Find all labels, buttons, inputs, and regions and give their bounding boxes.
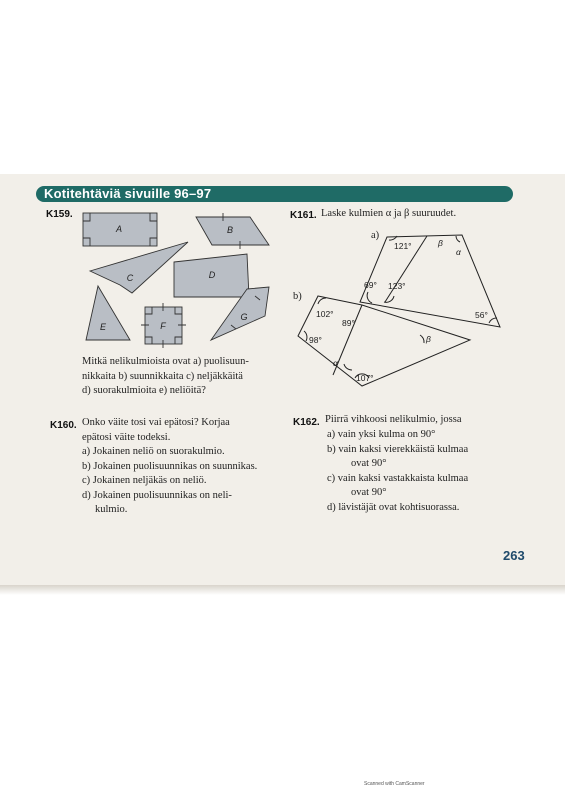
k160-item: d) Jokainen puolisuunnikas on neli- <box>82 489 232 501</box>
k161-a-angle-label: 56° <box>475 310 488 320</box>
k161-b-angle-label: α <box>333 358 338 368</box>
k161-a-angle-arc <box>367 292 372 303</box>
k161-b-angle-arc <box>420 335 424 343</box>
k161-a-angle-label: β <box>438 238 443 248</box>
scanner-watermark: Scanned with CamScanner <box>364 781 425 787</box>
k159-question-line: d) suorakulmioita e) neliöitä? <box>82 385 206 396</box>
k162-label: K162. <box>293 417 320 428</box>
k162-item: a) vain yksi kulma on 90° <box>327 429 436 440</box>
k162-item: c) vain kaksi vastakkaista kulmaa <box>327 472 469 484</box>
k162-intro: Piirrä vihkoosi nelikulmio, jossa <box>325 414 462 425</box>
shape-label-e: E <box>99 322 107 332</box>
k161-a-angle-arc <box>489 318 497 323</box>
k161-part-b-label: b) <box>293 291 302 302</box>
k161-b-angle-label: 98° <box>309 335 322 345</box>
k160-item: a) Jokainen neliö on suorakulmio. <box>82 446 225 457</box>
k161-b-angle-label: 89° <box>342 318 355 328</box>
k161-b-angle-label: β <box>426 334 431 344</box>
shape-label-g: G <box>240 312 248 322</box>
shape-label-a: A <box>115 224 123 234</box>
k160-item: c) Jokainen neljäkäs on neliö. <box>82 475 207 486</box>
section-banner-title: Kotitehtäviä sivuille 96–97 <box>44 186 212 201</box>
k161-b-angle-label: 102° <box>316 309 334 319</box>
k161-b-angle-arc <box>304 331 307 341</box>
k161-a-angle-label: α <box>456 247 461 257</box>
shape-label-c: C <box>126 273 134 283</box>
k161-b-angle-label: 107° <box>356 373 374 383</box>
k161-a-angle-label: 123° <box>388 281 406 291</box>
k160-intro-line: Onko väite tosi vai epätosi? Korjaa <box>82 417 230 428</box>
shape-label-d: D <box>208 270 216 280</box>
k161-b-angle-arc <box>344 364 352 370</box>
page-number: 263 <box>503 548 525 563</box>
k161-a-angle-label: 121° <box>394 241 412 251</box>
shape-label-f: F <box>160 321 166 331</box>
k161-b-angle-arc <box>318 298 326 304</box>
k161-intro: Laske kulmien α ja β suuruudet. <box>321 208 457 219</box>
k161-a-angle-label: 69° <box>364 280 377 290</box>
k159-label: K159. <box>46 209 73 220</box>
k160-intro-line: epätosi väite todeksi. <box>82 431 171 443</box>
k162-items <box>327 428 468 515</box>
k161-part-a-label: a) <box>371 230 380 241</box>
k161-a-angle-arc <box>456 236 460 242</box>
k161-label: K161. <box>290 210 317 221</box>
k162-item: b) vain kaksi vierekkäistä kulmaa <box>327 443 469 455</box>
k162-item-continuation: ovat 90° <box>351 458 387 469</box>
k162-item-continuation: ovat 90° <box>351 487 387 498</box>
k160-label: K160. <box>50 420 77 431</box>
shape-label-b: B <box>226 225 234 235</box>
k162-item: d) lävistäjät ovat kohtisuorassa. <box>327 501 460 513</box>
k160-item: b) Jokainen puolisuunnikas on suunnikas. <box>82 460 258 472</box>
k159-question-line: nikkaita b) suunnikkaita c) neljäkkäitä <box>82 370 243 382</box>
k159-question-line: Mitkä nelikulmioista ovat a) puolisuun- <box>82 356 249 367</box>
k160-item-continuation: kulmio. <box>95 504 128 515</box>
